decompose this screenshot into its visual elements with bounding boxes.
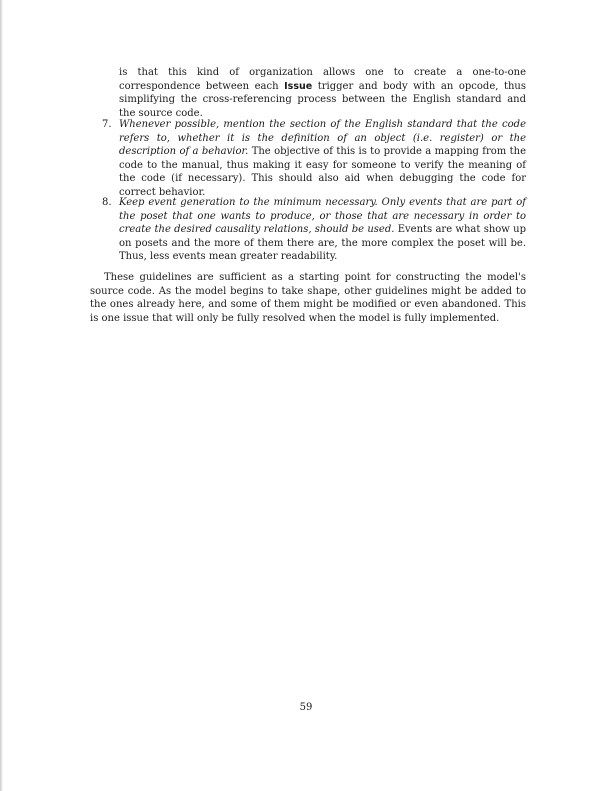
- page-number: 59: [299, 702, 313, 713]
- guideline-item-8: [94, 196, 526, 264]
- keyword-issue: Issue: [284, 80, 313, 92]
- continued-paragraph: [119, 66, 526, 120]
- item-body: The objective of this is to provide a mapping from the code to the manual, thus making it easy for someone to verify the meaning of the code (if necessary). This should also aid when debugging the code for correct behavior.: [119, 146, 526, 198]
- item-number: 8.: [102, 197, 112, 208]
- item-emphasis: Whenever possible, mention the section of the English standard that the code refers to, whether it is the definition of an object (i.e. register) or the description of a behavior.: [119, 119, 526, 158]
- item-emphasis: Keep event generation to the minimum necessary. Only events that are part of the poset that one wants to produce, or those that are necessary in order to create the desired causality relations, should be used.: [119, 197, 526, 236]
- item-body: Events are what show up on posets and the more of them there are, the more complex the poset will be. Thus, less events mean greater readability.: [119, 224, 526, 263]
- scan-edge: [0, 0, 3, 791]
- continuation-text-start: is that this kind of organization allows one to create a one-to-one correspondence between each: [119, 67, 526, 92]
- closing-paragraph: These guidelines are sufficient as a starting point for constructing the model's source code. As the model begins to take shape, other guidelines might be added to the ones already here, and some of them might be modified or even abandoned. This is one issue that will only be fully resolved when the model is fully implemented.: [90, 272, 526, 324]
- continuation-text-end: trigger and body with an opcode, thus simplifying the cross-referencing process between the English standard and the source code.: [119, 80, 526, 119]
- guideline-item-7: [94, 118, 526, 200]
- item-number: 7.: [102, 119, 112, 130]
